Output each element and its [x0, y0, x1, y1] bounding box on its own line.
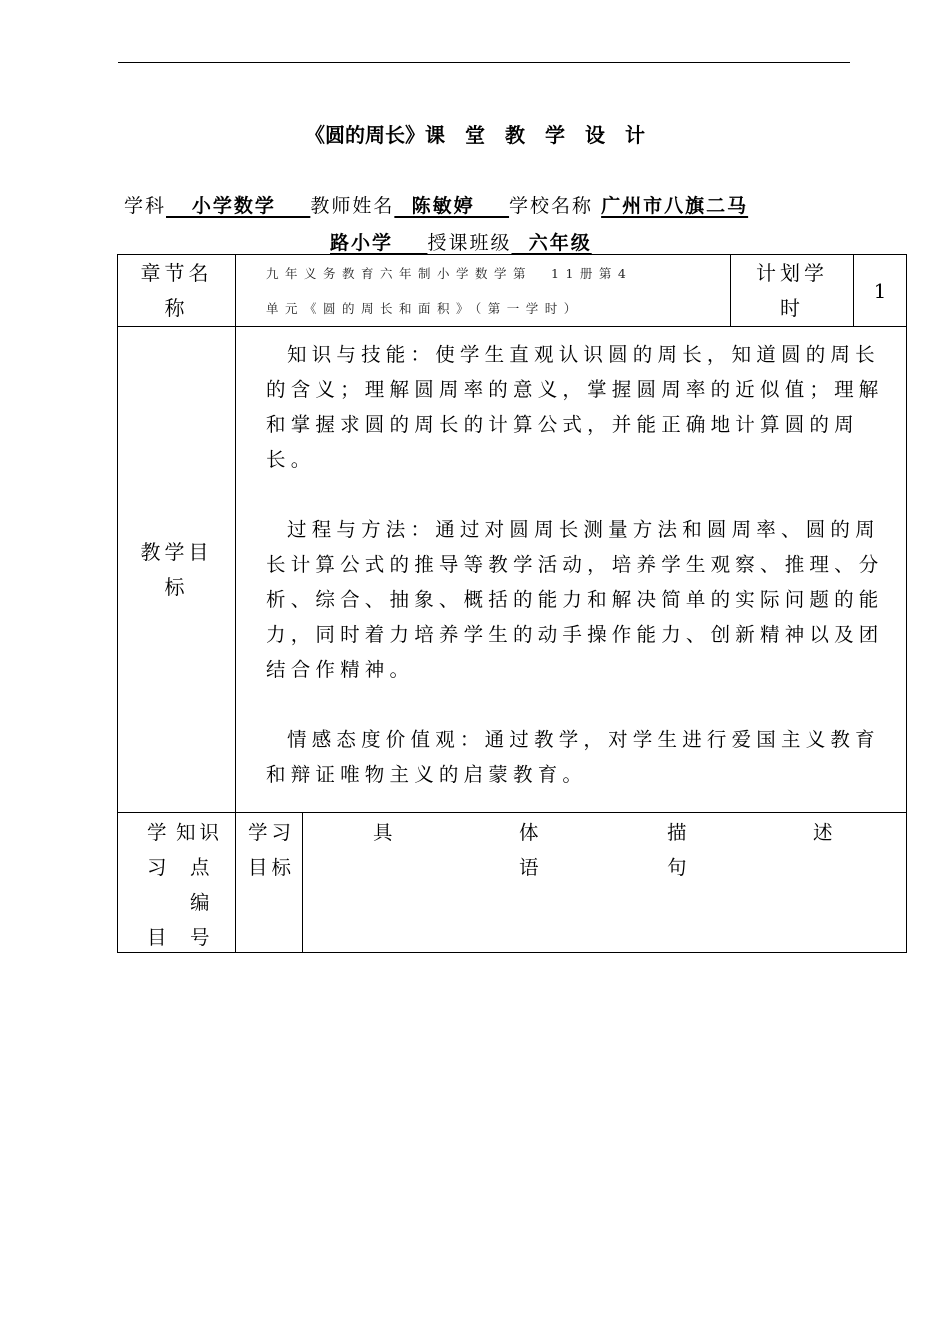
study-knowledge-cell: 学 习 目 知识 点 编 号 — [118, 813, 236, 953]
teacher-label: 教师姓名 — [310, 195, 395, 217]
chapter-value: 九年义务教育六年制小学数学第 11册第4 单元《圆的周长和面积》（第一学时） — [236, 255, 731, 327]
page-title: 《圆的周长》课 堂 教 学 设 计 — [305, 123, 645, 147]
info-line-1 — [124, 191, 748, 218]
header-rule — [118, 62, 850, 63]
subject-value: 小学数学 — [166, 195, 311, 217]
study-goal-cell: 学习 目标 — [236, 813, 303, 953]
school-value-1: 广州市八旗二马 — [601, 195, 749, 217]
study-header-row — [118, 813, 907, 953]
subject-label: 学科 — [124, 195, 167, 217]
chapter-row — [118, 255, 907, 327]
info-line-2 — [330, 228, 592, 255]
goals-label: 教学目 标 — [118, 327, 236, 813]
goals-row — [118, 327, 907, 813]
hours-value: 1 — [854, 255, 907, 327]
description-cell: 具 体 描 述 语 句 — [303, 813, 907, 953]
teacher-value: 陈敏婷 — [394, 195, 510, 217]
class-value: 六年级 — [511, 232, 592, 254]
hours-label: 计划学 时 — [731, 255, 854, 327]
class-label: 授课班级 — [427, 232, 512, 254]
goals-content — [236, 327, 907, 813]
goal-knowledge: 知识与技能：使学生直观认识圆的周长，知道圆的周长的含义；理解圆周率的意义，掌握圆周率的近似值；理解和掌握求圆的周长的计算公式，并能正确地计算圆的周长。 — [266, 343, 884, 471]
chapter-label: 章节名 称 — [118, 255, 236, 327]
school-value-2: 路小学 — [330, 232, 428, 254]
lesson-table — [117, 254, 907, 953]
goal-emotion: 情感态度价值观：通过教学，对学生进行爱国主义教育和辩证唯物主义的启蒙教育。 — [266, 728, 880, 786]
goal-process: 过程与方法：通过对圆周长测量方法和圆周率、圆的周长计算公式的推导等教学活动，培养学生观察、推理、分析、综合、抽象、概括的能力和解决简单的实际问题的能力，同时着力培养学生的动手操作能力、创新精神以及团结合作精神。 — [266, 518, 884, 681]
school-label: 学校名称 — [509, 195, 594, 217]
